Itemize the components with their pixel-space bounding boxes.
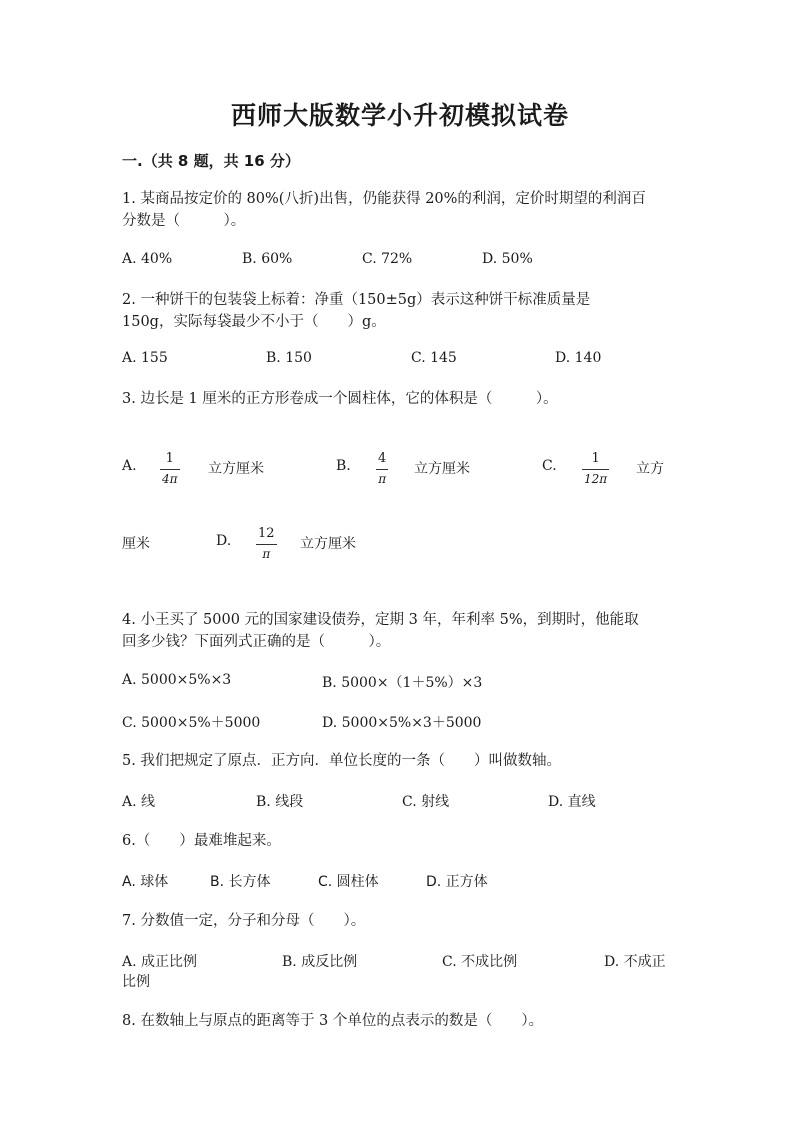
- question-3-option-b-label: B.: [336, 458, 351, 474]
- question-6-option-b: B. 长方体: [210, 874, 271, 890]
- question-3-option-c-unit: 立方: [636, 461, 664, 477]
- question-1-option-d: D. 50%: [482, 251, 533, 267]
- question-7-option-d: D. 不成正: [604, 954, 666, 970]
- question-6-line-1: 6.（ ）最难堆起来。: [122, 833, 281, 849]
- fraction-denominator: 12π: [584, 472, 608, 486]
- question-3-option-b-fraction: [376, 451, 388, 487]
- fraction-numerator: 1: [591, 451, 600, 466]
- question-7-option-d-wrap: 比例: [122, 974, 150, 990]
- question-3-option-d-unit: 立方厘米: [300, 536, 356, 552]
- question-6-option-a: A. 球体: [122, 874, 169, 890]
- question-3-option-b-unit: 立方厘米: [414, 461, 470, 477]
- question-3-option-c-label: C.: [542, 458, 557, 474]
- question-4-option-c: C. 5000×5%＋5000: [122, 715, 261, 731]
- question-6-option-c: C. 圆柱体: [318, 874, 379, 890]
- fraction-denominator: π: [262, 547, 271, 561]
- page-title: 西师大版数学小升初模拟试卷: [230, 101, 569, 130]
- question-2-option-a: A. 155: [122, 350, 168, 366]
- question-1-option-c: C. 72%: [362, 251, 413, 267]
- fraction-denominator: π: [378, 472, 387, 486]
- question-3-option-a-fraction: [160, 451, 180, 487]
- fraction-denominator: 4π: [162, 472, 178, 486]
- question-3-option-a-label: A.: [122, 458, 137, 474]
- question-3-option-a-unit: 立方厘米: [208, 461, 264, 477]
- question-1-option-a: A. 40%: [122, 251, 173, 267]
- question-3-option-d-fraction: [256, 526, 277, 562]
- question-5-option-a: A. 线: [122, 794, 156, 810]
- question-7-option-a: A. 成正比例: [122, 954, 198, 970]
- question-5-option-b: B. 线段: [256, 794, 304, 810]
- question-1-line-1: 1. 某商品按定价的 80%(八折)出售，仍能获得 20%的利润，定价时期望的利润百: [122, 191, 646, 207]
- question-3-option-c-fraction: [582, 451, 609, 487]
- fraction-bar: [582, 469, 609, 470]
- question-3-line-1: 3. 边长是 1 厘米的正方形卷成一个圆柱体，它的体积是（ ）。: [122, 391, 558, 407]
- fraction-bar: [376, 469, 388, 470]
- question-7-option-c: C. 不成比例: [442, 954, 518, 970]
- question-4-option-d: D. 5000×5%×3＋5000: [322, 715, 482, 731]
- question-3-option-d-label: D.: [216, 533, 232, 549]
- question-5-option-d: D. 直线: [548, 794, 596, 810]
- question-1-option-b: B. 60%: [242, 251, 293, 267]
- question-4-line-1: 4. 小王买了 5000 元的国家建设债券，定期 3 年，年利率 5%，到期时，他能取: [122, 612, 639, 628]
- question-4-option-b: B. 5000×（1＋5%）×3: [322, 675, 483, 691]
- question-5-option-c: C. 射线: [402, 794, 450, 810]
- question-2-line-2: 150g，实际每袋最少不小于（ ）g。: [122, 314, 386, 330]
- question-4-option-a: A. 5000×5%×3: [122, 672, 232, 688]
- fraction-bar: [160, 469, 180, 470]
- fraction-numerator: 12: [258, 526, 275, 541]
- question-2-option-d: D. 140: [555, 350, 602, 366]
- question-3-option-c-unit-wrap: 厘米: [122, 536, 150, 552]
- question-7-option-b: B. 成反比例: [282, 954, 358, 970]
- fraction-bar: [256, 544, 277, 545]
- question-2-option-c: C. 145: [411, 350, 457, 366]
- question-5-line-1: 5. 我们把规定了原点．正方向．单位长度的一条（ ）叫做数轴。: [122, 753, 561, 769]
- section-heading: 一.（共 8 题，共 16 分）: [122, 152, 300, 170]
- question-1-line-2: 分数是（ ）。: [122, 213, 246, 229]
- fraction-numerator: 4: [378, 451, 387, 466]
- question-8-line-1: 8. 在数轴上与原点的距离等于 3 个单位的点表示的数是（ ）。: [122, 1013, 544, 1029]
- question-4-line-2: 回多少钱？下面列式正确的是（ ）。: [122, 634, 391, 650]
- question-2-line-1: 2. 一种饼干的包装袋上标着：净重（150±5g）表示这种饼干标准质量是: [122, 292, 591, 308]
- question-6-option-d: D. 正方体: [426, 874, 488, 890]
- fraction-numerator: 1: [165, 451, 174, 466]
- question-2-option-b: B. 150: [266, 350, 312, 366]
- question-7-line-1: 7. 分数值一定，分子和分母（ ）。: [122, 913, 366, 929]
